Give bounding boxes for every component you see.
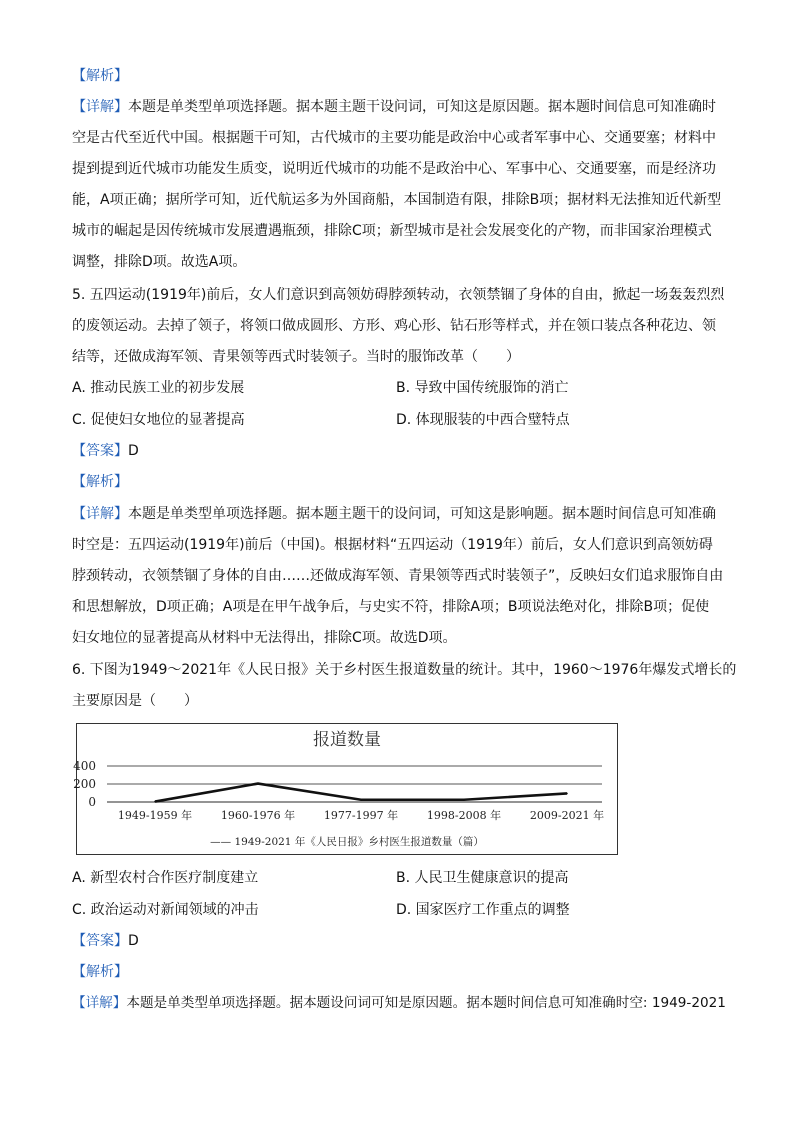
q5-answer [72,441,139,461]
x-tick-label: 1949-1959 年 [117,809,193,822]
q6-stem-line-1: 6. 下图为1949～2021年《人民日报》关于乡村医生报道数量的统计。其中，1960～1976年爆发式增长的 [72,662,737,678]
q6-option-b: B. 人民卫生健康意识的提高 [396,870,569,886]
q5-stem-line-3: 结等，还做成海军领、青果领等西式时装领子。当时的服饰改革（ ） [72,349,520,365]
q6-detail-line-1: 【详解】本题是单类型单项选择题。据本题设问词可知是原因题。据本题时间信息可知准确时空: 1949-2021 [72,995,726,1011]
answer-tag: 【答案】 [72,443,128,459]
chart-svg [73,724,617,854]
x-tick-label: 1977-1997 年 [323,809,399,822]
legend-label: 1949-2021 年《人民日报》乡村医生报道数量（篇） [234,836,484,848]
detail-line-3: 提到提到近代城市功能发生质变，说明近代城市的功能不是政治中心、军事中心、交通要塞，而是经济功 [72,161,716,177]
q5-option-a: A. 推动民族工业的初步发展 [72,380,245,396]
report-count-chart [73,723,618,855]
q5-detail-line-2: 时空是：五四运动(1919年)前后（中国)。根据材料“五四运动（1919年）前后，女人们意识到高领妨碍 [72,537,713,553]
x-tick-label: 1998-2008 年 [426,809,502,822]
detail-tag: 【详解】 [72,995,127,1011]
q6-stem-line-2: 主要原因是（ ） [72,693,198,709]
q6-answer [72,931,139,951]
data-point [360,799,362,801]
y-tick-label: 400 [73,759,96,773]
detail-line-5: 城市的崛起是因传统城市发展遭遇瓶颈，排除C项；新型城市是社会发展变化的产物，而非国家治理模式 [72,223,712,239]
series-line [155,784,567,802]
x-tick-label: 1960-1976 年 [220,809,296,822]
data-point [566,793,568,795]
q6-option-a: A. 新型农村合作医疗制度建立 [72,870,259,886]
detail-line-2: 空是古代至近代中国。根据题干可知，古代城市的主要功能是政治中心或者军事中心、交通要塞；材料中 [72,130,716,146]
q5-option-d: D. 体现服装的中西合璧特点 [396,412,570,428]
q5-detail-line-4: 和思想解放，D项正确；A项是在甲午战争后，与史实不符，排除A项；B项说法绝对化，排除B项；促使 [72,599,710,615]
q5-stem-line-1: 5. 五四运动(1919年)前后，女人们意识到高领妨碍脖颈转动，衣领禁锢了身体的自由，掀起一场轰轰烈烈 [72,287,725,303]
detail-line-1: 【详解】本题是单类型单项选择题。据本题主题干设问词，可知这是原因题。据本题时间信息可知准确时 [72,99,716,115]
analysis-tag: 【解析】 [72,68,128,84]
data-point [257,783,259,785]
data-point [463,799,465,801]
legend-swatch: —— [210,836,235,848]
q5-detail-line-5: 妇女地位的显著提高从材料中无法得出，排除C项。故选D项。 [72,630,457,646]
chart-legend [210,835,484,848]
detail-tag: 【详解】 [72,506,128,522]
q5-detail-line-1: 【详解】本题是单类型单项选择题。据本题主题干的设问词，可知这是影响题。据本题时间信息可知准确 [72,506,716,522]
data-point [154,801,156,803]
x-tick-label: 2009-2021 年 [529,809,605,822]
y-tick-label: 200 [73,777,96,791]
q5-analysis-tag: 【解析】 [72,474,128,490]
answer-value: D [128,933,139,949]
detail-line-6: 调整，排除D项。故选A项。 [72,254,247,270]
q6-option-d: D. 国家医疗工作重点的调整 [396,902,570,918]
q5-stem-line-2: 的废领运动。去掉了领子，将领口做成圆形、方形、鸡心形、钻石形等样式，并在领口装点各种花边、领 [72,318,716,334]
q5-detail-line-3: 脖颈转动，衣领禁锢了身体的自由……还做成海军领、青果领等西式时装领子”，反映妇女们追求服饰自由 [72,568,724,584]
q6-option-c: C. 政治运动对新闻领域的冲击 [72,902,259,918]
y-tick-label: 0 [88,795,96,809]
detail-tag: 【详解】 [72,99,128,115]
q5-option-b: B. 导致中国传统服饰的消亡 [396,380,569,396]
chart-title: 报道数量 [313,730,381,750]
q5-option-c: C. 促使妇女地位的显著提高 [72,412,245,428]
answer-tag: 【答案】 [72,933,128,949]
detail-line-4: 能，A项正确；据所学可知，近代航运多为外国商船，本国制造有限，排除B项；据材料无法推知近代新型 [72,192,722,208]
q6-analysis-tag: 【解析】 [72,964,128,980]
answer-value: D [128,443,139,459]
